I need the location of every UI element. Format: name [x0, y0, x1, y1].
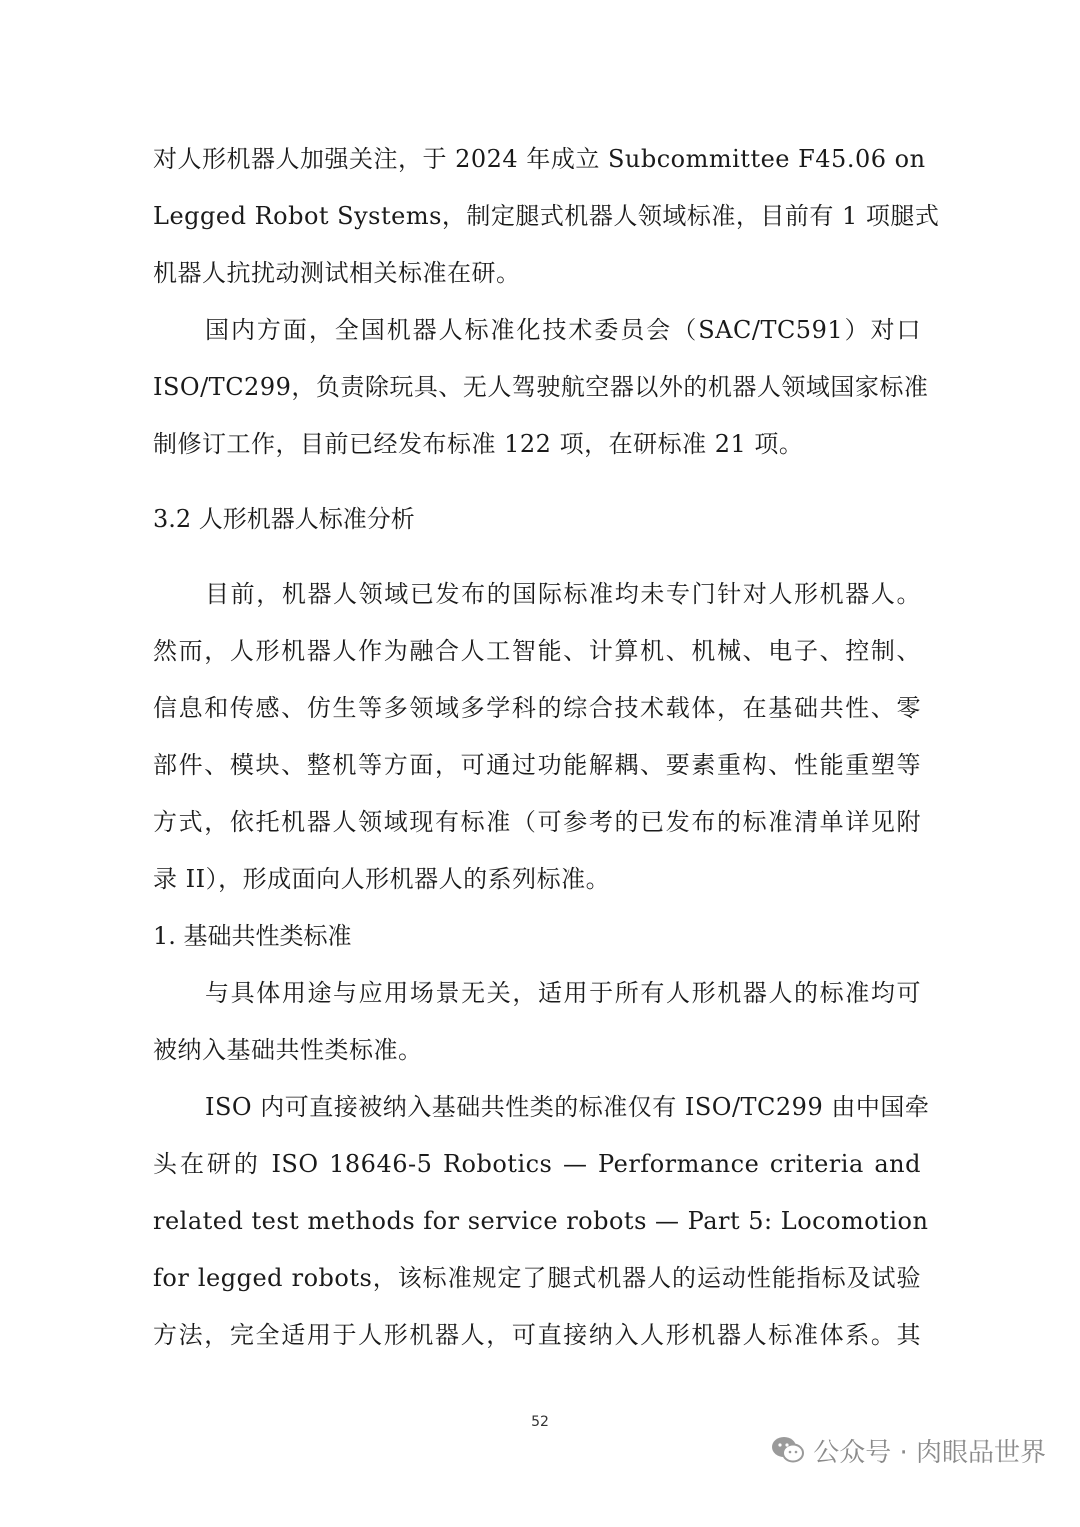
text-line: 方式，依托机器人领域现有标准（可参考的已发布的标准清单详见附 [153, 808, 921, 836]
paragraph-4 [153, 965, 921, 1079]
text-line: 国内方面，全国机器人标准化技术委员会（SAC/TC591）对口 [205, 316, 921, 344]
text-line: 然而，人形机器人作为融合人工智能、计算机、机械、电子、控制、 [153, 637, 921, 665]
text-line: 与具体用途与应用场景无关，适用于所有人形机器人的标准均可 [205, 979, 921, 1007]
text-line: 方法，完全适用于人形机器人，可直接纳入人形机器人标准体系。其 [153, 1321, 921, 1349]
subheading: 1. 基础共性类标准 [153, 922, 352, 950]
text-line: 头在研的 ISO 18646-5 Robotics — Performance criteria and [153, 1150, 921, 1178]
paragraph-2 [153, 302, 929, 473]
text-line: 机器人抗扰动测试相关标准在研。 [153, 259, 521, 287]
text-line: related test methods for service robots — Part 5: Locomotion [153, 1207, 929, 1235]
text-line: 对人形机器人加强关注，于 2024 年成立 Subcommittee F45.06 on [153, 145, 926, 173]
text-line: 被纳入基础共性类标准。 [153, 1036, 423, 1064]
text-line: Legged Robot Systems，制定腿式机器人领域标准，目前有 1 项腿式 [153, 202, 940, 230]
page-number: 52 [531, 1414, 549, 1430]
wechat-icon [771, 1435, 805, 1465]
watermark-text: 公众号 · 肉眼品世界 [813, 1437, 1046, 1468]
text-line: 信息和传感、仿生等多领域多学科的综合技术载体，在基础共性、零 [153, 694, 921, 722]
text-line: 录 II），形成面向人形机器人的系列标准。 [153, 865, 611, 893]
document-body [153, 131, 940, 1364]
text-line: ISO 内可直接被纳入基础共性类的标准仅有 ISO/TC299 由中国牵 [205, 1093, 930, 1121]
paragraph-5 [153, 1079, 930, 1364]
text-line: 部件、模块、整机等方面，可通过功能解耦、要素重构、性能重塑等 [153, 751, 921, 779]
text-line: ISO/TC299，负责除玩具、无人驾驶航空器以外的机器人领域国家标准 [153, 373, 929, 401]
text-line: 目前，机器人领域已发布的国际标准均未专门针对人形机器人。 [205, 580, 921, 608]
text-line: 制修订工作，目前已经发布标准 122 项，在研标准 21 项。 [153, 430, 804, 458]
watermark [771, 1430, 1046, 1470]
text-line: for legged robots，该标准规定了腿式机器人的运动性能指标及试验 [153, 1264, 921, 1292]
paragraph-1 [153, 131, 940, 302]
section-heading: 3.2 人形机器人标准分析 [153, 505, 415, 533]
paragraph-3 [153, 566, 921, 908]
